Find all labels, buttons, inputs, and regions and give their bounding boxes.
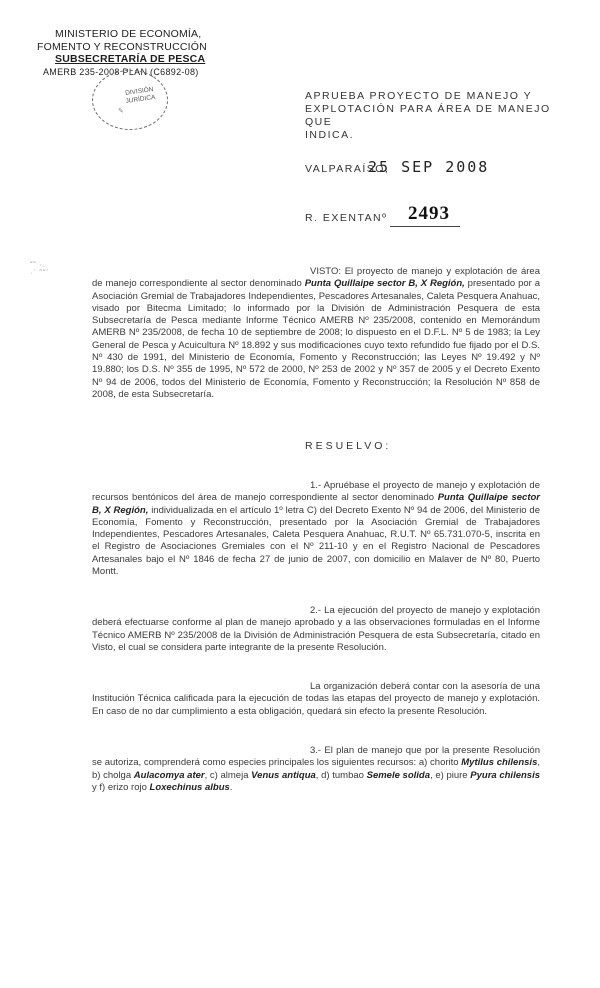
ministry-name: MINISTERIO DE ECONOMÍA, [55,28,202,40]
number-underline [390,226,460,227]
stamp-scribble: ✎ [118,108,125,115]
article-2-note: La organización deberá contar con la asesoría de una Institución Técnica calificada para la ejecución de todas las etapas del proyecto de manejo y explotación. En caso de no dar cumplimiento a esta obligación, quedará sin efecto la presente Resolución. [92,681,540,717]
subsecretaria: SUBSECRETARÍA DE PESCA [55,53,206,65]
article-1: 1.- Apruébase el proyecto de manejo y explotación de recursos bentónicos del área de manejo correspondiente al sector denominado Punta Quillaipe sector B, X Región, individualizada en el artículo 1º letra C) del Decreto Exento Nº 94 de 2006, del Ministerio de Economía, Fomento y Reconstrucción, presentado por la Asociación Gremial de Trabajadores Independientes, Pescadores Artesanales, Caleta Pesquera Anahuac, R.U.T. Nº 65.731.070-5, inscrita en el Registro de Asociaciones Gremiales con el Nº 211-10 y en el Registro Nacional de Pescadores Artesanales bajo el Nº 1846 de fecha 27 de junio de 2007, con domicilio en Malaver de Nº 80, Puerto Montt. [92,480,540,578]
stamp-label: DIVISIÓN JURÍDICA [124,86,156,106]
margin-scribble: ˜˜ ·. ·´ ˜˜´ [30,262,50,277]
plan-reference: AMERB 235-2008 PLAN (C6892-08) [43,67,199,77]
resolution-label: R. EXENTA [305,212,374,224]
date: 25 SEP 2008 [368,158,490,176]
resuelvo-heading: RESUELVO: [305,440,392,452]
place: VALPARAÍSO, [305,163,390,175]
number-label: Nº [373,212,388,224]
article-2: 2.- La ejecución del proyecto de manejo y explotación deberá efectuarse conforme al plan de manejo aprobado y a las observaciones formuladas en el Informe Técnico AMERB Nº 235/2008 de la División de Administración Pesquera de esta Subsecretaría, citado en Visto, el cual se considera parte integrante de la presente Resolución. [92,605,540,653]
resolution-number: 2493 [408,203,450,224]
visto-paragraph: VISTO: El proyecto de manejo y explotación de área de manejo correspondiente al sector denominado Punta Quillaipe sector B, X Región, presentado por a Asociación Gremial de Trabajadores Independientes, Pescadores Artesanales, Caleta Pesquera Anahuac, visado por Bitecma Limitado; lo informado por la División de Administración Pesquera de esta Subsecretaría de Pesca mediante Informe Técnico AMERB Nº 235/2008, contenido en Memorándum AMERB Nº 235/2008, de fecha 10 de septiembre de 2008; lo dispuesto en el D.F.L. Nº 5 de 1983; la Ley General de Pesca y Acuicultura Nº 18.892 y sus modificaciones cuyo texto refundido fue fijado por el D.S. Nº 430 de 1991, del Ministerio de Economía, Fomento y Reconstrucción; las Leyes Nº 19.492 y Nº 19.880; los D.S. Nº 355 de 1995, Nº 572 de 2000, Nº 253 de 2002 y Nº 357 de 2005 y el Decreto Exento Nº 94 de 2006, todos del Ministerio de Economía, Fomento y Reconstrucción; la Resolución Nº 858 de 2008, de esta Subsecretaría. [92,266,540,400]
ministry-subtitle: FOMENTO Y RECONSTRUCCIÓN [37,41,207,53]
document-title: APRUEBA PROYECTO DE MANEJO Y EXPLOTACIÓN PARA ÁREA DE MANEJO QUE INDICA. [305,90,551,141]
article-3: 3.- El plan de manejo que por la presente Resolución se autoriza, comprenderá como especies principales los siguientes recursos: a) chorito Mytilus chilensis, b) cholga Aulacomya ater, c) almeja Venus antiqua, d) tumbao Semele solida, e) piure Pyura chilensis y f) erizo rojo Loxechinus albus. [92,745,541,793]
